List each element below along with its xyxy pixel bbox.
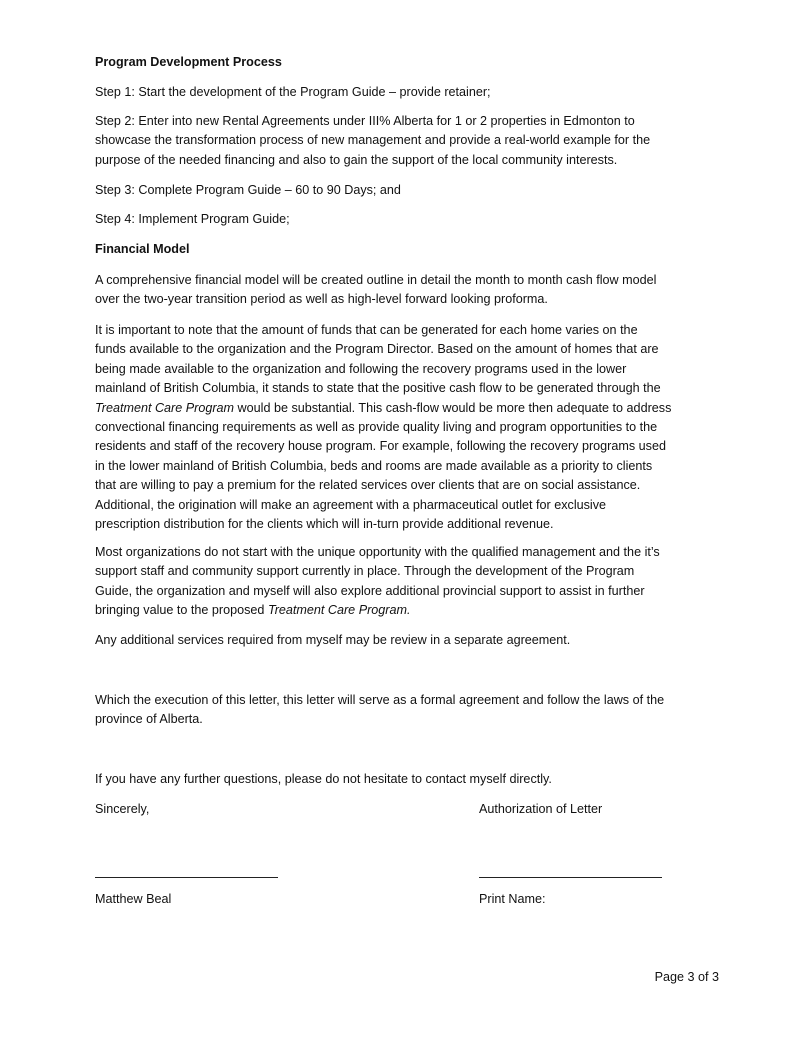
paragraph: [95, 112, 735, 170]
text-segment: A comprehensive financial model will be created outline in detail the month to month cash flow model: [95, 273, 657, 287]
text-line: [95, 53, 735, 72]
text-line: [95, 240, 735, 259]
paragraph: [95, 770, 735, 789]
text-segment: mainland of British Columbia, it stands to state that the positive cash flow to be generated through the: [95, 381, 661, 396]
paragraph: [95, 543, 735, 621]
text-line: [95, 691, 735, 710]
text-line: [95, 379, 735, 398]
text-segment: province of Alberta.: [95, 712, 203, 727]
text-line: [95, 321, 735, 340]
text-line: [95, 582, 735, 601]
text-segment: It is important to note that the amount of funds that can be generated for each home varies on the: [95, 323, 638, 337]
text-line: [95, 418, 735, 437]
text-segment: Step 3: Complete Program Guide – 60 to 90 Days; and: [95, 183, 401, 197]
text-line: [95, 457, 735, 476]
closing-text: Sincerely,: [95, 802, 150, 816]
text-line: [95, 437, 735, 456]
italic-program-name: Treatment Care Program: [95, 400, 235, 415]
text-line: [95, 181, 735, 200]
text-segment: convectional financing requirements as well as provide quality living and program opportunities to the: [95, 420, 658, 435]
text-line: [95, 83, 735, 102]
text-segment: bringing value to the proposed: [95, 603, 268, 618]
text-segment: prescription distribution for the clients which will in-turn provide additional revenue.: [95, 517, 554, 532]
authorizer-signature-line: [479, 877, 662, 878]
paragraph: [95, 271, 735, 310]
text-segment: If you have any further questions, please do not hesitate to contact myself directly.: [95, 772, 552, 786]
text-line: [95, 210, 735, 229]
text-segment: Program Development Process: [95, 55, 282, 69]
text-line: [95, 496, 735, 515]
text-segment: in the lower mainland of British Columbia, beds and rooms are made available as a priority to clients: [95, 458, 653, 473]
text-segment: Most organizations do not start with the unique opportunity with the qualified management and the it’s: [95, 545, 660, 559]
page-number: Page 3 of 3: [654, 970, 719, 984]
text-line: [95, 131, 735, 150]
text-segment: Financial Model: [95, 242, 190, 256]
text-segment: Step 1: Start the development of the Program Guide – provide retainer;: [95, 85, 491, 99]
print-name-label: Print Name:: [479, 892, 546, 906]
text-segment: Which the execution of this letter, this letter will serve as a formal agreement and follow the laws of the: [95, 693, 665, 707]
text-segment: over the two-year transition period as well as high-level forward looking proforma.: [95, 292, 548, 307]
text-line: [95, 562, 735, 581]
paragraph: [95, 210, 735, 229]
text-segment: Additional, the origination will make an agreement with a pharmaceutical outlet for exclusive: [95, 497, 607, 512]
text-segment: being made available to the organization and following the recovery programs used in the lower: [95, 361, 627, 376]
signer-name: Matthew Beal: [95, 892, 172, 906]
text-line: [95, 631, 735, 650]
text-line: [95, 710, 735, 729]
text-segment: that are willing to pay a premium for the related services over clients that are on social assistance.: [95, 478, 641, 493]
text-segment: would be substantial. This cash-flow would be more then adequate to address: [234, 400, 672, 415]
text-segment: Any additional services required from myself may be review in a separate agreement.: [95, 633, 571, 647]
section-heading: [95, 240, 735, 259]
text-line: [95, 601, 735, 620]
paragraph: [95, 691, 735, 730]
text-segment: Guide, the organization and myself will also explore additional provincial support to assist in further: [95, 583, 645, 598]
paragraph: [95, 83, 735, 102]
authorization-label: Authorization of Letter: [479, 802, 603, 816]
paragraph: [95, 631, 735, 650]
text-line: [95, 360, 735, 379]
paragraph: [95, 181, 735, 200]
paragraph: [95, 321, 735, 534]
text-line: [95, 112, 735, 131]
text-segment: Step 2: Enter into new Rental Agreements under III% Alberta for 1 or 2 properties in Edmonton to: [95, 114, 635, 128]
text-line: [95, 290, 735, 309]
text-line: [95, 770, 735, 789]
italic-program-name: Treatment Care Program.: [267, 603, 411, 618]
text-line: [95, 271, 735, 290]
text-segment: support staff and community support currently in place. Through the development of the Program: [95, 564, 635, 579]
text-segment: purpose of the needed financing and also to gain the support of the local community interests.: [95, 152, 618, 167]
text-segment: showcase the transformation process of new management and provide a real-world example for the: [95, 133, 651, 148]
text-line: [95, 151, 735, 170]
section-heading: [95, 53, 735, 72]
text-line: [95, 515, 735, 534]
text-line: [95, 476, 735, 495]
text-segment: Step 4: Implement Program Guide;: [95, 212, 290, 226]
text-line: [95, 399, 735, 418]
text-line: [95, 340, 735, 359]
text-segment: funds available to the organization and the Program Director. Based on the amount of homes that are: [95, 342, 659, 357]
signer-signature-line: [95, 877, 278, 878]
text-segment: residents and staff of the recovery house program. For example, following the recovery programs used: [95, 439, 666, 454]
text-line: [95, 543, 735, 562]
